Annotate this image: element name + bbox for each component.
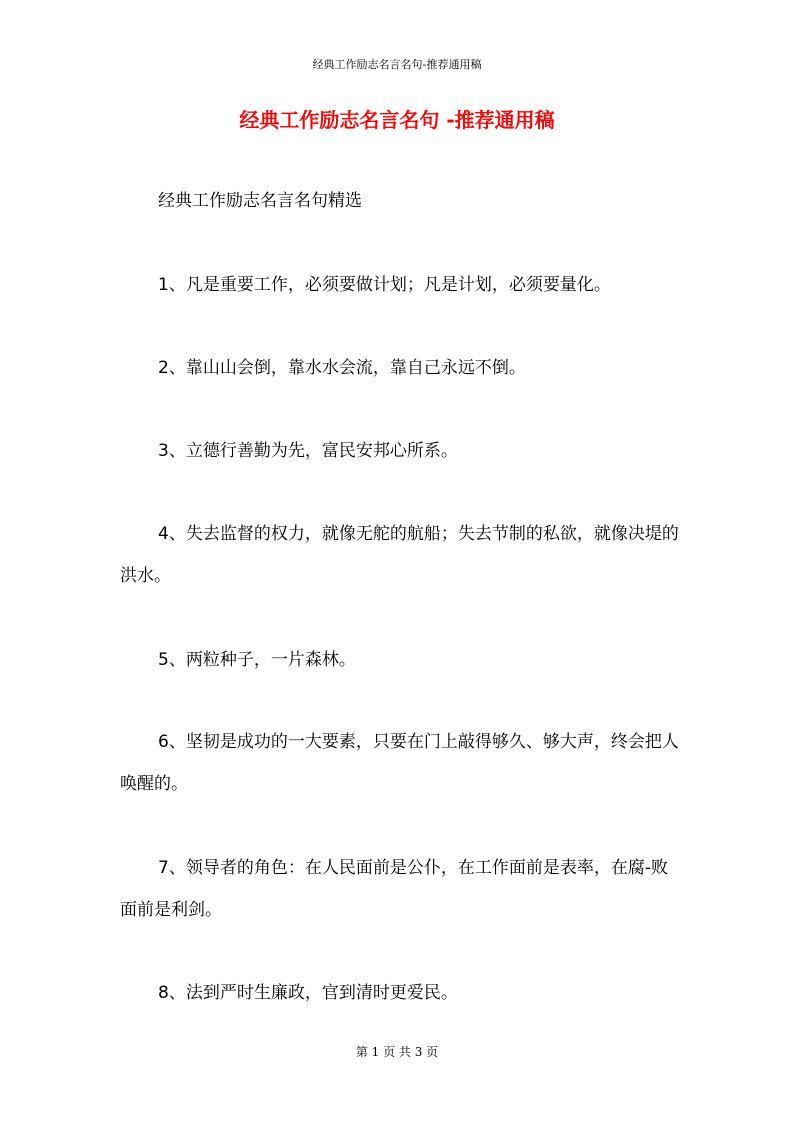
section-heading: 经典工作励志名言名句精选 (158, 191, 362, 211)
running-header: 经典工作励志名言名句-推荐通用稿 (312, 58, 482, 71)
page-number-footer: 第 1 页 共 3 页 (355, 1045, 439, 1059)
quote-7: 7、领导者的角色：在人民面前是公仆，在工作面前是表率，在腐-败面前是利剑。 (120, 858, 668, 920)
quote-5: 5、两粒种子，一片森林。 (158, 650, 356, 670)
document-title: 经典工作励志名言名句 -推荐通用稿 (239, 108, 555, 132)
quote-1: 1、凡是重要工作，必须要做计划；凡是计划，必须要量化。 (158, 275, 611, 295)
quote-4: 4、失去监督的权力，就像无舵的航船；失去节制的私欲，就像决堤的洪水。 (120, 524, 679, 586)
quote-3: 3、立德行善勤为先，富民安邦心所系。 (158, 441, 458, 461)
quote-6: 6、坚韧是成功的一大要素，只要在门上敲得够久、够大声，终会把人唤醒的。 (120, 732, 679, 794)
quote-2: 2、靠山山会倒，靠水水会流，靠自己永远不倒。 (158, 358, 526, 378)
quote-8: 8、法到严时生廉政，官到清时更爱民。 (158, 983, 458, 1003)
